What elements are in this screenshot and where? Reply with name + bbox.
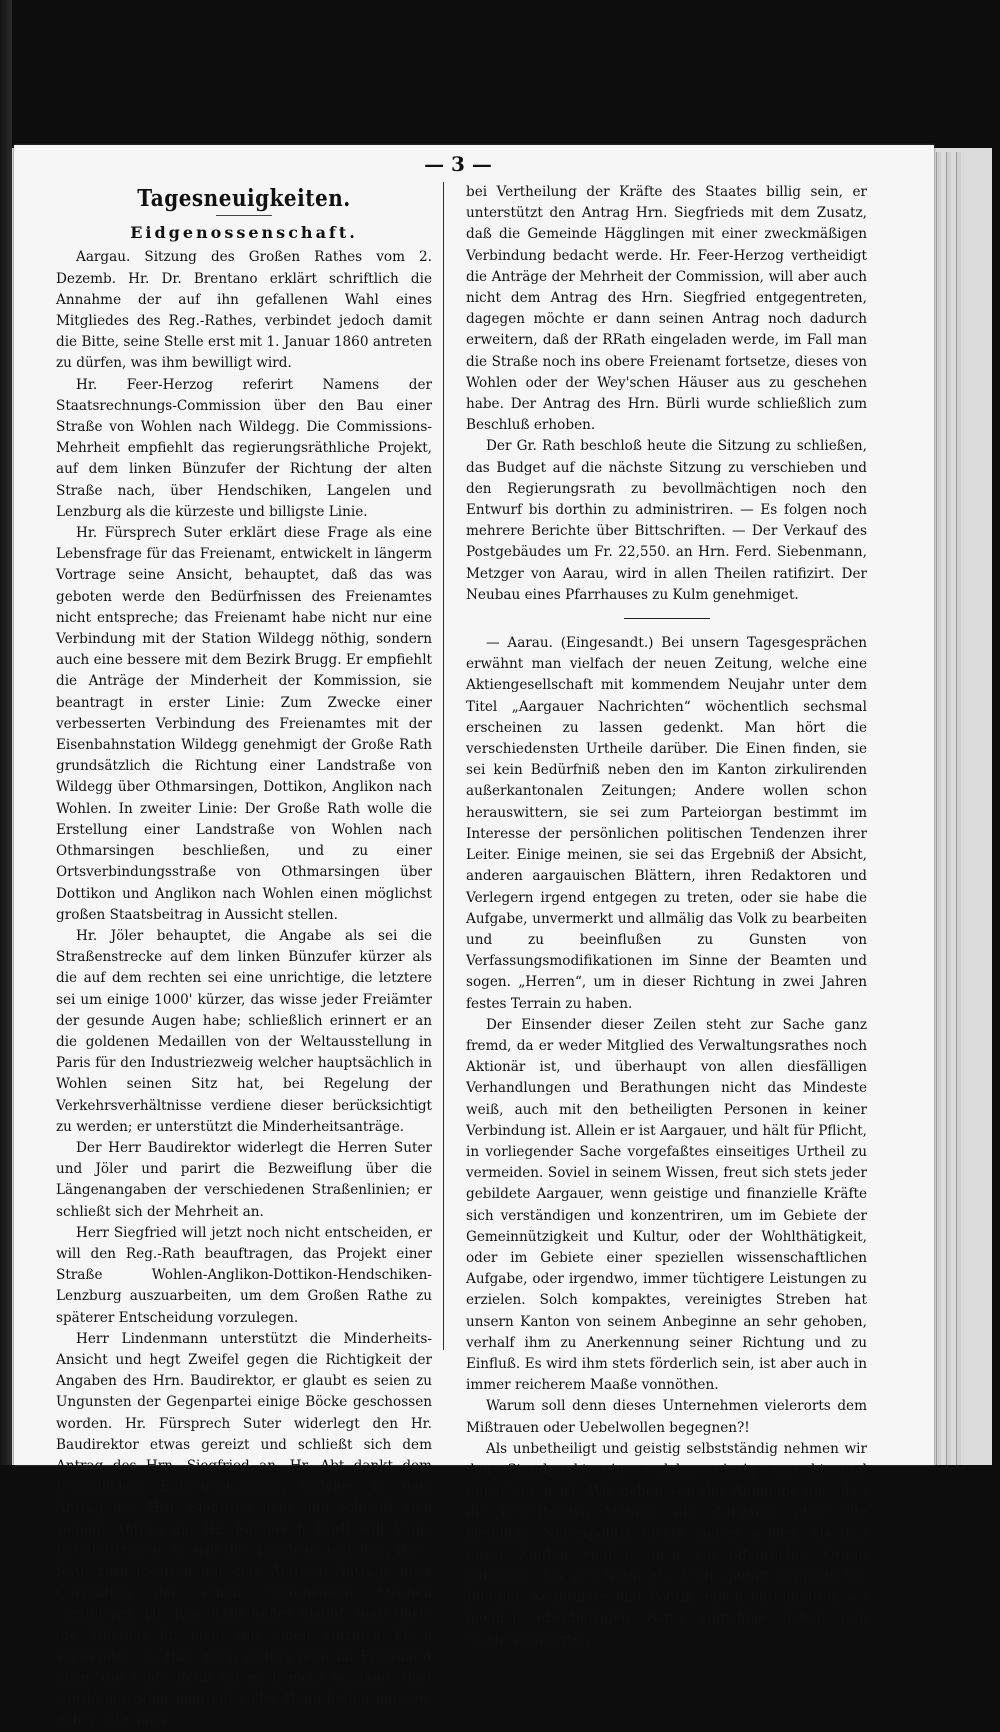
- article-paragraph: Herr Siegfried will jetzt noch nicht entscheiden, er will den Reg.-Rath beauftragen, das Projekt einer Straße Wohlen-Anglikon-Dottikon-Hendschiken-Lenzburg auszuarbeiten, um dem Großen Rathe zu späterer Entscheidung vorzulegen.: [56, 1224, 432, 1326]
- subsection-title: Eidgenossenschaft.: [130, 223, 358, 243]
- right-column: [466, 182, 867, 1648]
- article-paragraph: Aargau. Sitzung des Großen Rathes vom 2. Dezemb. Hr. Dr. Brentano erklärt schriftlich die Annahme der auf ihn gefallenen Wahl eines Mitgliedes des Reg.-Rathes, verbindet jedoch damit die Bitte, seine Stelle erst mit 1. Januar 1860 antreten zu dürfen, was ihm bewilligt wird.: [56, 249, 432, 372]
- article-paragraph: Herr Lindenmann unterstützt die Minderheits-Ansicht und hegt Zweifel gegen die Richtigkeit der Angaben des Hrn. Baudirektor, er glaubt es seien zu Ungunsten der Gegenpartei einige Böcke geschossen worden. Hr. Fürsprech Suter widerlegt den Hr. Baudirektor etwas gereizt und schließt sich dem Antrag des Hrn. Siegfried an. Hr. Abt dankt dem freundlichen Entgegenkommen welches in dem Antrag des Hrn. Siegfried liegt und schließt sich seinem Antrag an. Hr. Fürsprech Bürli will keine Parallelstraßen, er will die Angelegenheit dem Reg.-Rath zurückweisen mit dem Auftrag, Anträge über Correktion der schon bestehenden Straßen vorzulegen. Hr. Reg.-Rath Keller glaubt, man dürfe die 700,000 Fr. nicht auf einen einzigen Fleck verwenden, es thue noch anders noth im Freienamt oben, die wilde Reuß sei noch nicht gezähmt, dort werde der Staat bald mit voller Hand helfen müssen, daher solle man: [56, 1330, 432, 1729]
- article-paragraph: Hr. Jöler behauptet, die Angabe als sei die Straßenstrecke auf dem linken Bünzufer kürzer als die auf dem rechten sei eine unrichtige, die letztere sei um einige 1000' kürzer, das wisse jeder Freiämter der gesunde Augen habe; schließlich erinnert er an die goldenen Medaillen von der Weltausstellung in Paris für den Industriezweig welcher hauptsächlich in Wohlen seinen Sitz hat, bei Regelung der Verkehrsverhältnisse verdiene dieser berücksichtigt zu werden; er unterstützt die Minderheitsanträge.: [56, 927, 432, 1135]
- article-paragraph: Warum soll denn dieses Unternehmen vielerorts dem Mißtrauen oder Uebelwollen begegnen?!: [466, 1398, 867, 1436]
- page-edge: [936, 152, 941, 1465]
- title-rule: [216, 215, 272, 216]
- left-column: [56, 182, 432, 1729]
- page-edge: [946, 152, 951, 1465]
- article-paragraph: Hr. Feer-Herzog referirt Namens der Staatsrechnungs-Commission über den Bau einer Straße von Wohlen nach Wildegg. Die Commissions-Mehrheit empfiehlt das regierungsräthliche Projekt, auf dem linken Bünzufer der Richtung der alten Straße nach, über Hendschiken, Langelen und Lenzburg als die kürzeste und billigste Linie.: [56, 376, 432, 520]
- article-paragraph: Der Herr Baudirektor widerlegt die Herren Suter und Jöler und parirt die Bezweiflung über die Längenangaben der verschiedenen Straßenlinien; er schließt sich der Mehrheit an.: [56, 1139, 432, 1220]
- article-paragraph: bei Vertheilung der Kräfte des Staates billig sein, er unterstützt den Antrag Hrn. Siegfrieds mit dem Zusatz, daß die Gemeinde Hägglingen mit einer zweckmäßigen Verbindung bedacht werde. Hr. Feer-Herzog vertheidigt die Anträge der Mehrheit der Commission, will aber auch nicht dem Antrag des Hrn. Siegfried entgegentreten, dagegen möchte er dann seinen Antrag noch dadurch erweitern, daß der RRath eingeladen werde, im Fall man die Straße noch ins obere Freienamt fortsetze, dieses von Wohlen oder der Wey'schen Häuser aus zu geschehen habe. Der Antrag des Hrn. Bürli wurde schließlich zum Beschluß erhoben.: [466, 184, 867, 434]
- article-paragraph: Als unbetheiligt und geistig selbstständig nehmen wir den Standpunkt ein, welcher einzig gerecht und unparteiisch ist. Wir gehen von der Annahme aus, daß die betreffenden Männer, alle Aargauer, ohne alle kleinliche Nebenpolitik nichts anders wollen, als daß unser Kanton endlich auch ein öffentliches Organ aufweise, das gleichsam als Zentralpunkt aargauischer Bildung, Kenntnisse und Politik, einen ehrenhaften, wo möglich ebenbürtigen Rang einnehme neben den wohlrenommirten: [466, 1440, 867, 1648]
- page-number: — 3 —: [424, 152, 492, 176]
- article-paragraph: Der Gr. Rath beschloß heute die Sitzung zu schließen, das Budget auf die nächste Sitzung zu verschieben und den Regierungsrath zu bevollmächtigen noch den Entwurf bis dorthin zu administriren. — Es folgen noch mehrere Berichte über Bittschriften. — Der Verkauf des Postgebäudes um Fr. 22,550. an Hrn. Ferd. Siebenmann, Metzger von Aarau, wird in allen Theilen ratifizirt. Der Neubau eines Pfarrhauses zu Kulm genehmiget.: [466, 438, 867, 603]
- column-divider: [443, 182, 444, 1350]
- page-edge: [956, 152, 961, 1465]
- section-title: Tagesneuigkeiten.: [137, 184, 351, 212]
- article-paragraph: Hr. Fürsprech Suter erklärt diese Frage als eine Lebensfrage für das Freienamt, entwickelt in längerm Vortrage seine Ansicht, behauptet, daß das was geboten werde den Bedürfnissen des Freienamtes nicht entspreche; das Freienamt habe nicht nur eine Verbindung mit der Station Wildegg nöthig, sondern auch eine bessere mit dem Bezirk Brugg. Er empfiehlt die Anträge der Minderheit der Kommission, sie beantragt in erster Linie: Zum Zwecke einer verbesserten Verbindung des Freienamtes mit der Eisenbahnstation Wildegg genehmigt der Große Rath grundsätzlich die Richtung einer Landstraße von Wildegg über Othmarsingen, Dottikon, Anglikon nach Wohlen. In zweiter Linie: Der Große Rath wolle die Erstellung einer Landstraße von Wohlen nach Othmarsingen beschließen, und zu einer Ortsverbindungsstraße von Othmarsingen über Dottikon und Anglikon nach Wohlen einen möglichst großen Staatsbeitrag in Aussicht stellen.: [56, 525, 432, 923]
- scan-border: [0, 0, 12, 1465]
- article-separator: [624, 618, 710, 619]
- article-paragraph: Der Einsender dieser Zeilen steht zur Sache ganz fremd, da er weder Mitglied des Verwaltungsrathes noch Aktionär ist, und überhaupt von allen diesfälligen Verhandlungen und Berathungen nicht das Mindeste weiß, auch mit den betheiligten Personen in keiner Verbindung ist. Allein er ist Aargauer, und hält für Pflicht, in vorliegender Sache vorgefaßtes einseitiges Urtheil zu vermeiden. Soviel in seinem Wissen, freut sich stets jeder gebildete Aargauer, wenn geistige und finanzielle Kräfte sich verständigen und konzentriren, um im Gebiete der Gemeinnützigkeit und Kultur, oder der Wohlthätigkeit, oder im Gebiete einer speziellen wissenschaftlichen Aufgabe, oder irgendwo, immer tüchtigere Leistungen zu erzielen. Solch kompaktes, vereinigtes Streben hat unsern Kanton von seinem Anbeginne an sehr gehoben, verhalf ihm zu Anerkennung seiner Richtung und zu Einfluß. Es wird ihm stets förderlich sein, ist aber auch in immer reicherem Maaße vonnöthen.: [466, 1016, 867, 1394]
- article-paragraph: — Aarau. (Eingesandt.) Bei unsern Tagesgesprächen erwähnt man vielfach der neuen Zeitung, welche eine Aktiengesellschaft mit kommendem Neujahr unter dem Titel „Aargauer Nachrichten“ wöchentlich sechsmal erscheinen zu lassen gedenkt. Man hört die verschiedensten Urtheile darüber. Die Einen finden, sie sei kein Bedürfniß neben den im Kanton zirkulirenden außerkantonalen Zeitungen; Andere wollen schon herauswittern, sie sei zum Parteiorgan bestimmt im Interesse der persönlichen politischen Tendenzen ihrer Leiter. Einige meinen, sie sei das Ergebniß der Absicht, anderen aargauischen Blättern, ihren Redaktoren und Verlegern irgend entgegen zu treten, oder sie habe die Aufgabe, unvermerkt und allmälig das Volk zu bearbeiten und zu beeinflußen zu Gunsten von Verfassungsmodifikationen im Sinne der Beamten und sogen. „Herren“, um in dieser Richtung in zwei Jahren festes Terrain zu haben.: [466, 635, 867, 1012]
